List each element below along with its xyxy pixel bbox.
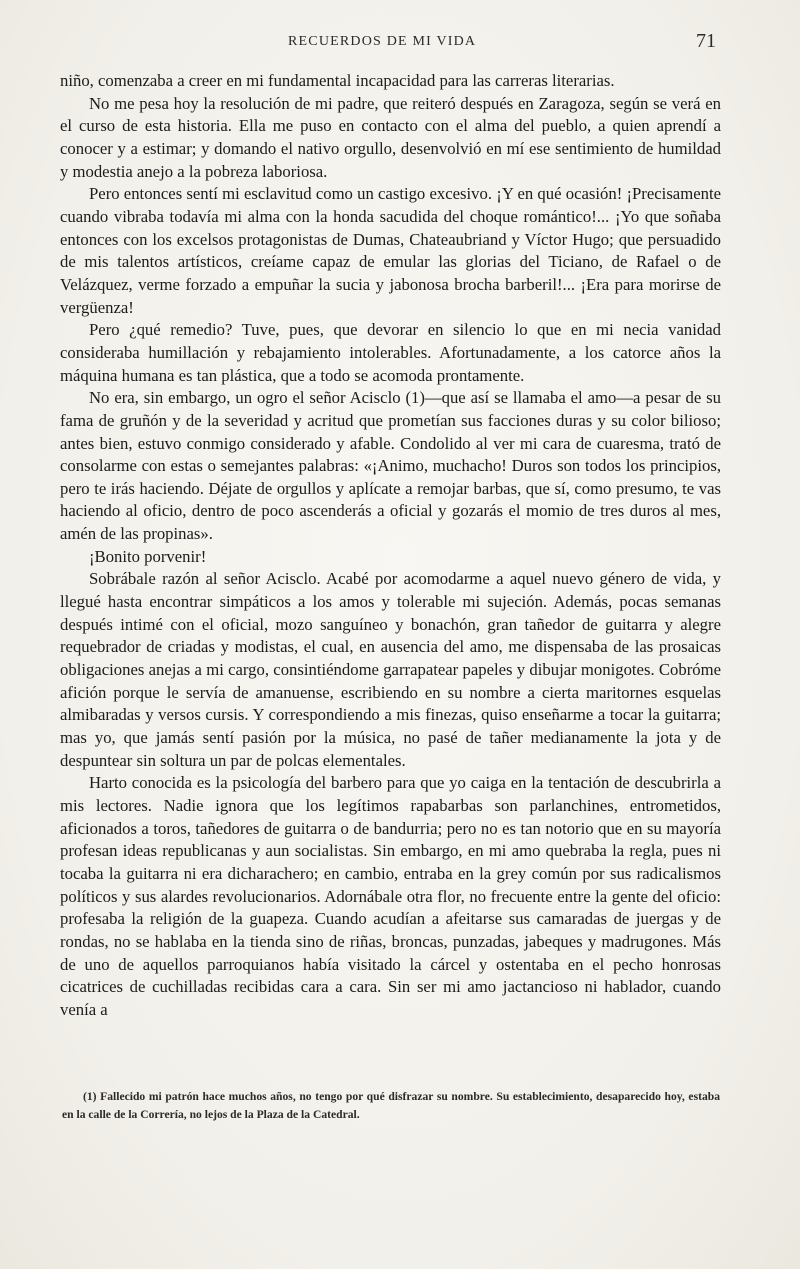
running-head <box>0 30 800 54</box>
paragraph-6: ¡Bonito porvenir! <box>89 546 207 566</box>
running-title: RECUERDOS DE MI VIDA <box>288 34 477 49</box>
body-text <box>60 70 721 1022</box>
paragraph-4: Pero ¿qué remedio? Tuve, pues, que devorar en silencio lo que en mi necia vanidad consideraba humillación y rebajamiento intolerables. Afortunadamente, a los catorce años la máquina humana es tan plástica, que a todo se acomoda prontamente. <box>60 320 721 385</box>
paragraph-1: niño, comenzaba a creer en mi fundamental incapacidad para las carreras literarias. <box>60 71 615 90</box>
page-number: 71 <box>696 30 716 52</box>
paragraph-7: Sobrábale razón al señor Acisclo. Acabé por acomodarme a aquel nuevo género de vida, y llegué hasta encontrar simpáticos a los amos y tolerable mi sujeción. Además, pocas semanas después intimé con el oficial, mozo sanguíneo y bonachón, gran tañedor de guitarra y alegre requebrador de criadas y modistas, el cual, en ausencia del amo, me dispensaba de las prosaicas obligaciones anejas a mi cargo, consintiéndome garrapatear papeles y dibujar monigotes. Cobróme afición porque le servía de amanuense, escribiendo en su nombre a cierta maritornes esquelas almibaradas y versos cursis. Y correspondiendo a mis finezas, quiso enseñarme a tocar la guitarra; mas yo, que jamás sentí pasión por la música, no pasé de tañer medianamente la jota y de despuntear sin soltura un par de polcas elementales. <box>60 569 721 770</box>
paragraph-3: Pero entonces sentí mi esclavitud como un castigo excesivo. ¡Y en qué ocasión! ¡Precisamente cuando vibraba todavía mi alma con la honda sacudida del choque romántico!... ¡Yo que soñaba entonces con los excelsos protagonistas de Dumas, Chateaubriand y Víctor Hugo; que persuadido de mis talentos artísticos, creíame capaz de emular las glorias del Ticiano, de Rafael o de Velázquez, verme forzado a empuñar la sucia y jabonosa brocha barberil!... ¡Era para morirse de vergüenza! <box>60 184 721 317</box>
paragraph-2: No me pesa hoy la resolución de mi padre, que reiteró después en Zaragoza, según se verá en el curso de esta historia. Ella me puso en contacto con el alma del pueblo, a quien aprendí a conocer y a estimar; y domando el nativo orgullo, desenvolvió en mí ese sentimiento de humildad y modestia anejo a la pobreza laboriosa. <box>60 93 721 181</box>
paragraph-5: No era, sin embargo, un ogro el señor Acisclo (1)—que así se llamaba el amo—a pesar de su fama de gruñón y de la severidad y acritud que prometían sus facciones duras y su color bilioso; antes bien, estuvo conmigo considerado y afable. Condolido al ver mi cara de cuaresma, trató de consolarme con estas o semejantes palabras: «¡Animo, muchacho! Duros son todos los principios, pero te irás haciendo. Déjate de orgullos y aplícate a remojar barbas, que sí, como presumo, te vas haciendo al oficio, dentro de poco ascenderás a oficial y gozarás el momio de tres duros al mes, amén de las propinas». <box>60 388 721 544</box>
footnote-1: (1) Fallecido mi patrón hace muchos años, no tengo por qué disfrazar su nombre. Su establecimiento, desaparecido hoy, estaba en la calle de la Correría, no lejos de la Plaza de la Catedral. <box>62 1090 720 1121</box>
footnotes <box>62 1088 720 1124</box>
paragraph-8: Harto conocida es la psicología del barbero para que yo caiga en la tentación de descubrirla a mis lectores. Nadie ignora que los legítimos rapabarbas son parlanchines, entrometidos, aficionados a toros, tañedores de guitarra o de bandurria; pero no es tan notorio que en su mayoría profesan ideas republicanas y aun socialistas. Sin embargo, en mi amo quebraba la regla, pues ni tocaba la guitarra ni era dicharachero; en cambio, entraba en la grey común por sus radicalismos políticos y sus alardes revolucionarios. Adornábale otra flor, no frecuente entre la gente del oficio: profesaba la religión de la guapeza. Cuando acudían a afeitarse sus camaradas de juergas y de rondas, no se hablaba en la tienda sino de riñas, broncas, punzadas, jabeques y madrugones. Más de uno de aquellos parroquianos había visitado la cárcel y ostentaba en el pecho honrosas cicatrices de cuchilladas recibidas cara a cara. Sin ser mi amo jactancioso ni hablador, cuando venía a <box>60 773 721 1019</box>
